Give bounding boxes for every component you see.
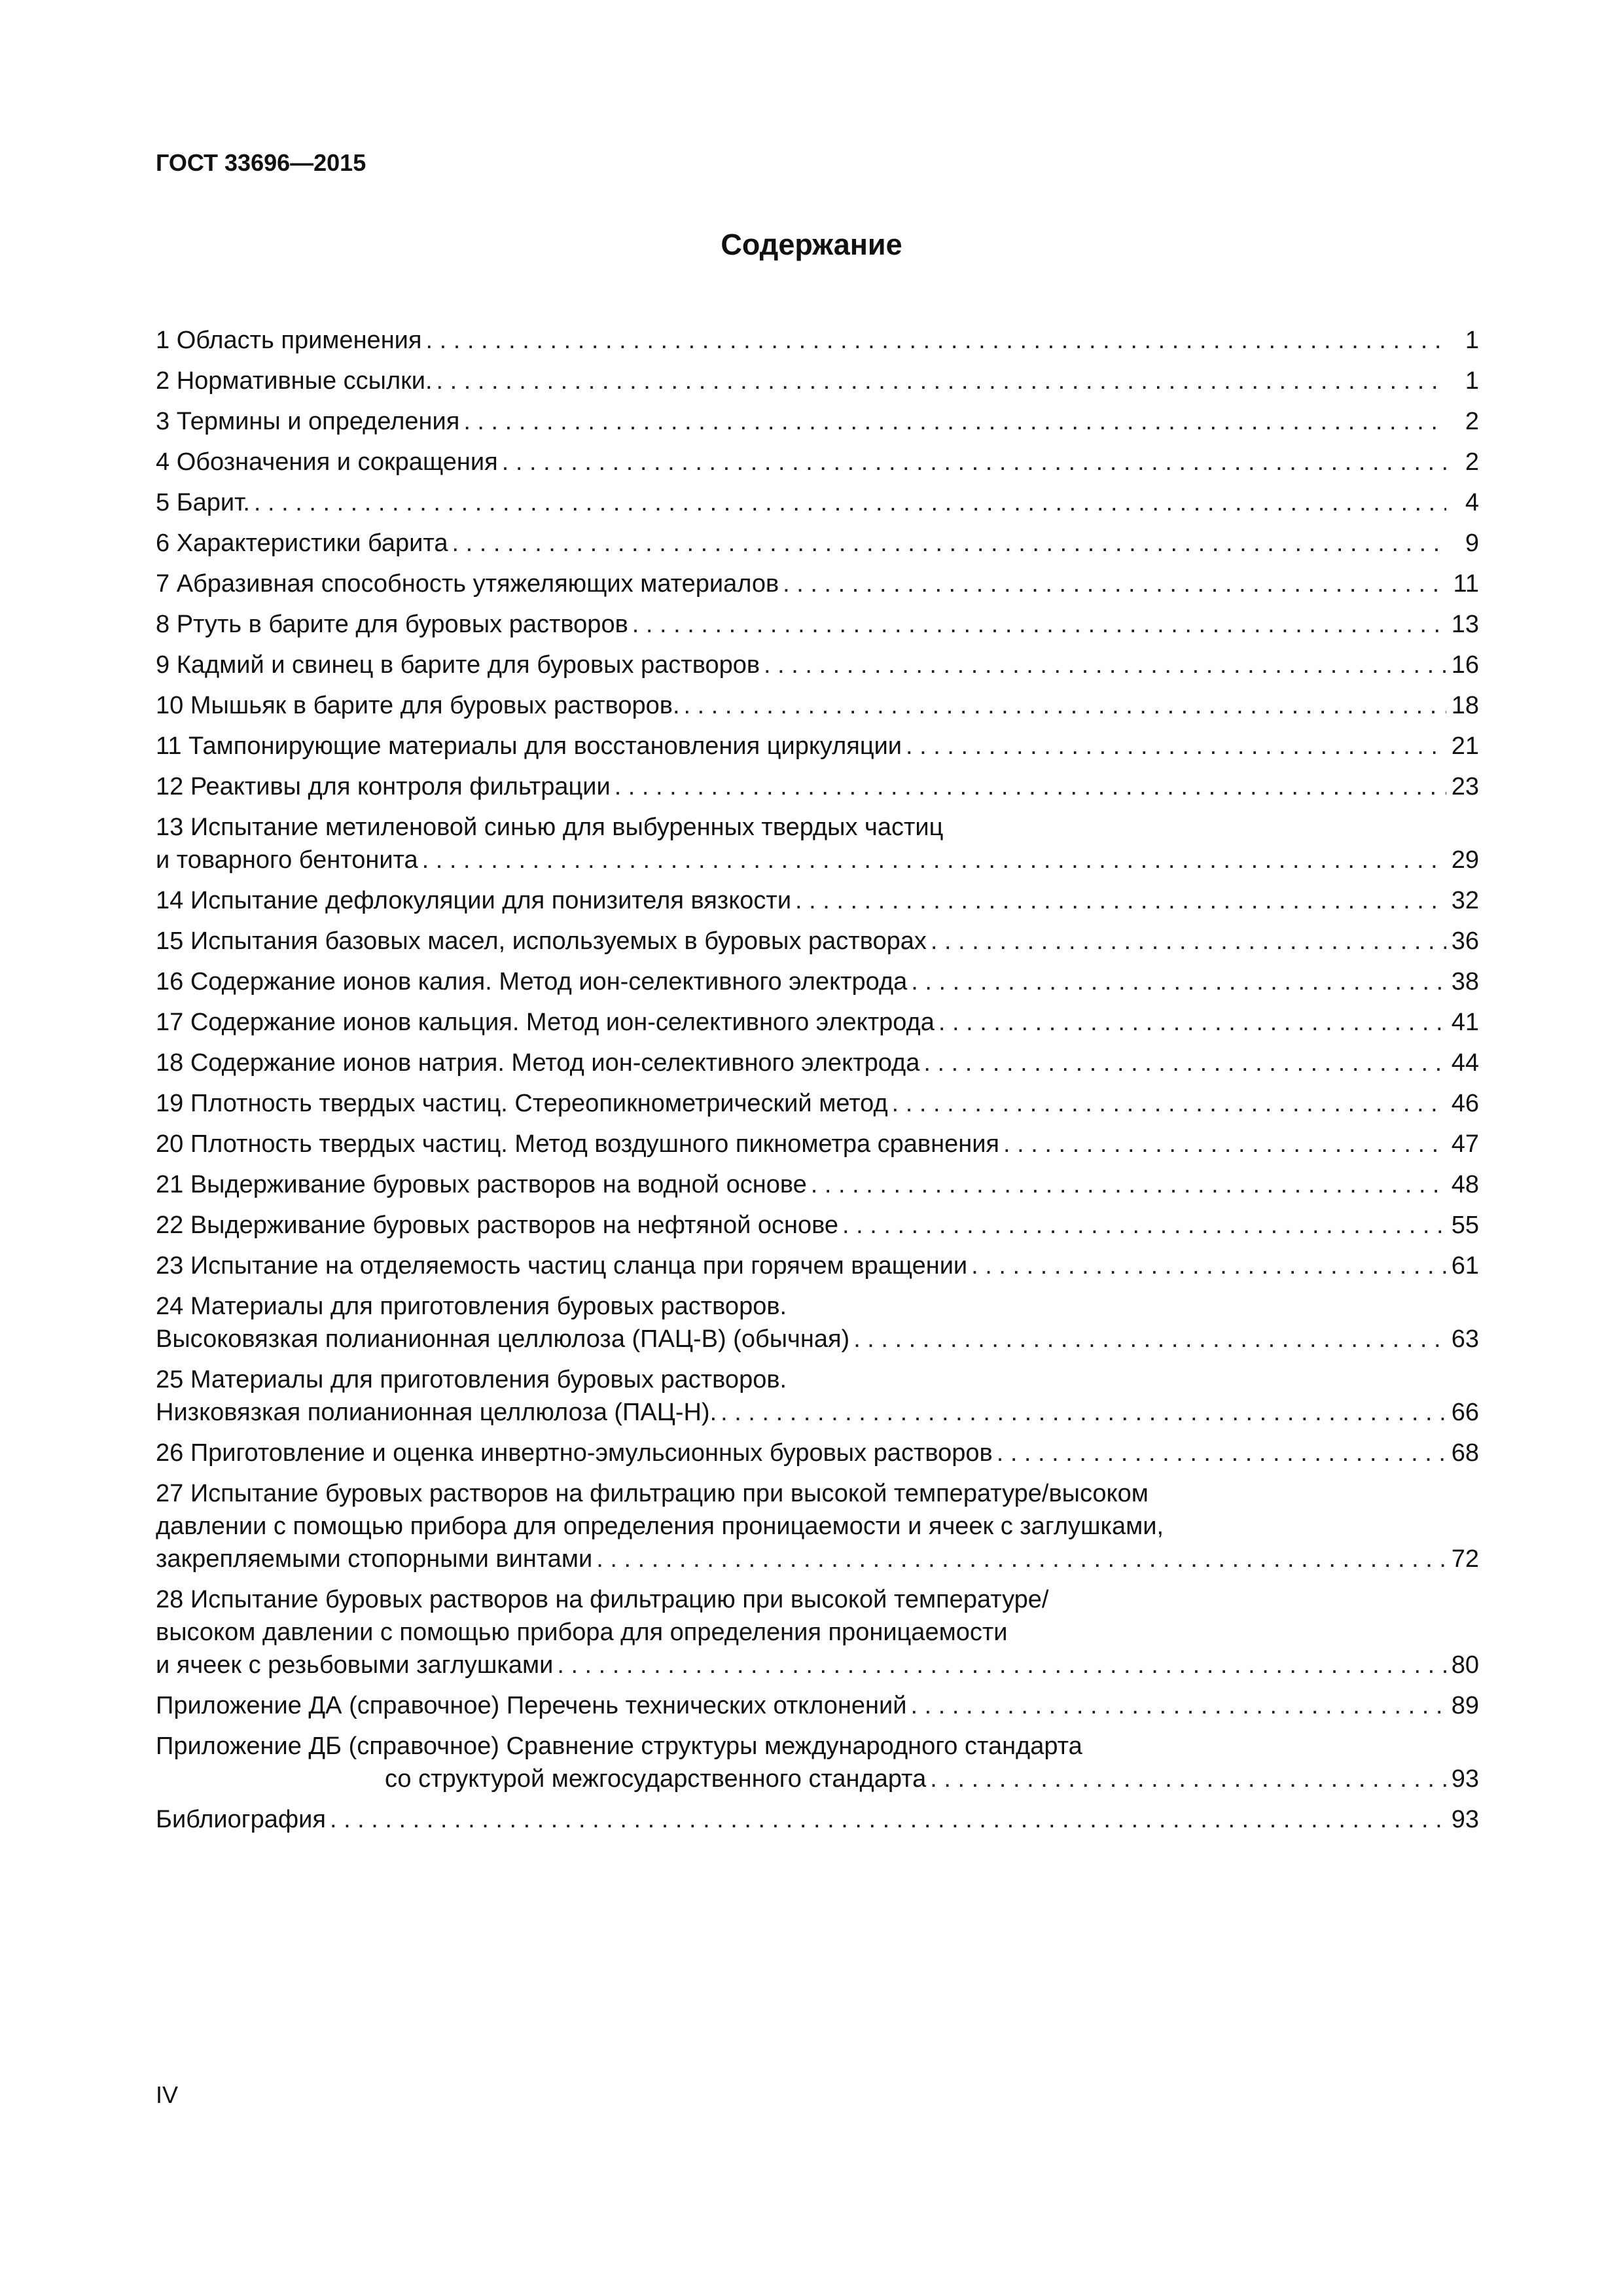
toc-page-number: 36 (1451, 927, 1479, 955)
toc-entry-row (156, 446, 1479, 478)
dot-leader (911, 1689, 1447, 1722)
toc-entry (156, 1047, 1479, 1087)
toc-entry-row (156, 1543, 1479, 1575)
toc-page-number: 93 (1451, 1806, 1479, 1833)
toc-entry (156, 365, 1479, 405)
toc-entry-text: Высоковязкая полианионная целлюлоза (ПАЦ-В) (обычная) (156, 1325, 850, 1353)
toc-entry-text: и товарного бентонита (156, 846, 418, 874)
toc-entry (156, 527, 1479, 567)
dot-leader (842, 1209, 1446, 1242)
dot-leader (721, 1396, 1446, 1429)
toc-entry-row (156, 1006, 1479, 1039)
toc-entry-row (156, 1209, 1479, 1242)
dot-leader (811, 1168, 1446, 1201)
dot-leader (938, 1006, 1446, 1039)
toc-entry (156, 811, 1479, 876)
document-id: ГОСТ 33696—2015 (156, 149, 366, 176)
toc-page-number: 23 (1451, 773, 1479, 800)
toc-page-number: 21 (1451, 732, 1479, 760)
toc-entry-row (156, 1763, 1479, 1795)
toc-page-number: 46 (1451, 1090, 1479, 1117)
toc-entry-text: 1 Область применения (156, 327, 422, 354)
toc-page-number: 66 (1451, 1399, 1479, 1426)
dot-leader (437, 365, 1446, 397)
dot-leader (684, 689, 1446, 722)
toc-entry-row (156, 324, 1479, 357)
toc-entry-row (156, 649, 1479, 681)
toc-entry-text: 5 Барит. (156, 489, 250, 516)
toc-entry (156, 925, 1479, 965)
toc-page-number: 4 (1465, 489, 1479, 516)
toc-entry-text: 14 Испытание дефлокуляции для понизителя вязкости (156, 887, 792, 914)
toc-entry (156, 884, 1479, 925)
toc-entry (156, 770, 1479, 811)
dot-leader (330, 1803, 1446, 1836)
toc-entry (156, 1290, 1479, 1355)
dot-leader (596, 1543, 1446, 1575)
dot-leader (615, 770, 1446, 803)
toc-entry-text: 28 Испытание буровых растворов на фильтрацию при высокой температуре/ (156, 1586, 1049, 1613)
toc-entry (156, 1363, 1479, 1429)
toc-entry-text: 8 Ртуть в барите для буровых растворов (156, 611, 628, 638)
toc-entry-row (156, 1047, 1479, 1079)
toc-entry-text: Низковязкая полианионная целлюлоза (ПАЦ-Н). (156, 1399, 717, 1426)
dot-leader (557, 1649, 1446, 1681)
toc-entry (156, 405, 1479, 446)
toc-entry-row (156, 527, 1479, 560)
toc-entry-text: 20 Плотность твердых частиц. Метод воздушного пикнометра сравнения (156, 1130, 1000, 1158)
toc-page-number: 2 (1465, 448, 1479, 476)
toc-page-number: 18 (1451, 692, 1479, 719)
dot-leader (502, 446, 1446, 478)
dot-leader (923, 1047, 1446, 1079)
dot-leader (463, 405, 1446, 438)
toc-entry-text: 24 Материалы для приготовления буровых растворов. (156, 1293, 787, 1320)
toc-page-number: 1 (1465, 367, 1479, 395)
toc-entry-row (156, 1803, 1479, 1836)
toc-entry-text: 11 Тампонирующие материалы для восстановления циркуляции (156, 732, 902, 760)
dot-leader (452, 527, 1447, 560)
toc-entry-row (156, 884, 1479, 917)
dot-leader (931, 925, 1446, 958)
toc-entry (156, 486, 1479, 527)
toc-entry-row (156, 1323, 1479, 1355)
dot-leader (997, 1437, 1446, 1469)
toc-page-number: 13 (1451, 611, 1479, 638)
toc-entry (156, 446, 1479, 486)
page-title: Содержание (721, 228, 902, 261)
toc-entry (156, 689, 1479, 730)
toc-entry-row (156, 844, 1479, 876)
toc-entry-text: 10 Мышьяк в барите для буровых растворов. (156, 692, 680, 719)
toc-entry-text: 7 Абразивная способность утяжеляющих материалов (156, 570, 779, 598)
dot-leader (1003, 1128, 1446, 1160)
toc-entry-row (156, 1128, 1479, 1160)
toc-entry-row (156, 730, 1479, 762)
toc-entry (156, 1730, 1479, 1795)
toc-page-number: 48 (1451, 1171, 1479, 1198)
toc-entry (156, 1437, 1479, 1477)
toc-entry-row (156, 365, 1479, 397)
table-of-contents (156, 324, 1479, 1844)
toc-entry (156, 1583, 1479, 1681)
dot-leader (422, 844, 1446, 876)
toc-entry (156, 1803, 1479, 1844)
dot-leader (853, 1323, 1446, 1355)
toc-entry (156, 608, 1479, 649)
dot-leader (254, 486, 1446, 519)
dot-leader (783, 567, 1446, 600)
toc-page-number: 38 (1451, 968, 1479, 996)
toc-entry-row (156, 1249, 1479, 1282)
toc-entry-row (156, 925, 1479, 958)
toc-page-number: 9 (1465, 529, 1479, 557)
toc-entry (156, 567, 1479, 608)
toc-entry (156, 1168, 1479, 1209)
toc-entry-row (156, 1689, 1479, 1722)
toc-entry-row (156, 770, 1479, 803)
toc-entry-text: 16 Содержание ионов калия. Метод ион-селективного электрода (156, 968, 908, 996)
dot-leader (971, 1249, 1446, 1282)
toc-entry-text: 15 Испытания базовых масел, используемых в буровых растворах (156, 927, 927, 955)
toc-entry-text: 27 Испытание буровых растворов на фильтрацию при высокой температуре/высоком (156, 1480, 1149, 1507)
toc-entry-text: давлении с помощью прибора для определения проницаемости и ячеек с заглушками, (156, 1513, 1164, 1540)
page-number: IV (156, 2081, 179, 2108)
toc-entry (156, 1249, 1479, 1290)
toc-entry-row (156, 1168, 1479, 1201)
toc-page-number: 61 (1451, 1252, 1479, 1280)
toc-page-number: 63 (1451, 1325, 1479, 1353)
toc-entry-text: 6 Характеристики барита (156, 529, 448, 557)
toc-entry-row (156, 689, 1479, 722)
dot-leader (911, 965, 1446, 998)
toc-entry-text: высоком давлении с помощью прибора для определения проницаемости (156, 1619, 1008, 1646)
toc-entry (156, 324, 1479, 365)
dot-leader (930, 1763, 1446, 1795)
dot-leader (425, 324, 1446, 357)
toc-page-number: 72 (1451, 1545, 1479, 1573)
toc-entry-text: 13 Испытание метиленовой синью для выбуренных твердых частиц (156, 814, 944, 841)
toc-entry-text: 12 Реактивы для контроля фильтрации (156, 773, 611, 800)
toc-entry-text: Приложение ДА (справочное) Перечень технических отклонений (156, 1692, 907, 1719)
dot-leader (892, 1087, 1446, 1120)
toc-entry (156, 1087, 1479, 1128)
toc-entry-text: 19 Плотность твердых частиц. Стереопикнометрический метод (156, 1090, 888, 1117)
toc-entry-text: 25 Материалы для приготовления буровых растворов. (156, 1366, 787, 1393)
toc-page-number: 55 (1451, 1211, 1479, 1239)
toc-entry-text: 18 Содержание ионов натрия. Метод ион-селективного электрода (156, 1049, 920, 1077)
toc-entry (156, 730, 1479, 770)
toc-entry-row (156, 567, 1479, 600)
toc-page-number: 44 (1451, 1049, 1479, 1077)
toc-entry-row (156, 1087, 1479, 1120)
toc-page-number: 89 (1451, 1692, 1479, 1719)
toc-page-number: 68 (1451, 1439, 1479, 1467)
toc-entry (156, 1006, 1479, 1047)
toc-entry (156, 1209, 1479, 1249)
toc-entry (156, 1689, 1479, 1730)
toc-entry-text: Приложение ДБ (справочное) Сравнение структуры международного стандарта (156, 1732, 1082, 1760)
toc-entry-row (156, 608, 1479, 641)
toc-entry-text: Библиография (156, 1806, 326, 1833)
dot-leader (906, 730, 1446, 762)
toc-entry-text: 4 Обозначения и сокращения (156, 448, 498, 476)
toc-entry-text: и ячеек с резьбовыми заглушками (156, 1651, 554, 1679)
toc-page-number: 16 (1451, 651, 1479, 679)
dot-leader (795, 884, 1446, 917)
toc-page-number: 32 (1451, 887, 1479, 914)
toc-page-number: 1 (1465, 327, 1479, 354)
toc-entry-text: 3 Термины и определения (156, 408, 460, 435)
toc-entry (156, 1128, 1479, 1168)
toc-entry-text: 21 Выдерживание буровых растворов на водной основе (156, 1171, 807, 1198)
dot-leader (764, 649, 1446, 681)
toc-entry-row (156, 486, 1479, 519)
toc-entry-text: 2 Нормативные ссылки. (156, 367, 433, 395)
toc-page-number: 47 (1451, 1130, 1479, 1158)
toc-entry-text: 22 Выдерживание буровых растворов на нефтяной основе (156, 1211, 839, 1239)
toc-entry-row (156, 965, 1479, 998)
toc-entry (156, 1477, 1479, 1575)
toc-entry-row (156, 1649, 1479, 1681)
toc-entry-text: закрепляемыми стопорными винтами (156, 1545, 593, 1573)
toc-entry-text: 17 Содержание ионов кальция. Метод ион-селективного электрода (156, 1009, 935, 1036)
toc-page-number: 41 (1451, 1009, 1479, 1036)
toc-entry-text: 9 Кадмий и свинец в барите для буровых растворов (156, 651, 760, 679)
toc-page-number: 93 (1451, 1765, 1479, 1793)
toc-entry-row (156, 405, 1479, 438)
dot-leader (632, 608, 1446, 641)
toc-entry-text: 26 Приготовление и оценка инвертно-эмульсионных буровых растворов (156, 1439, 993, 1467)
toc-page-number: 29 (1451, 846, 1479, 874)
toc-entry (156, 649, 1479, 689)
toc-entry-text: со структурой межгосударственного стандарта (385, 1765, 927, 1793)
toc-entry (156, 965, 1479, 1006)
toc-entry-text: 23 Испытание на отделяемость частиц сланца при горячем вращении (156, 1252, 968, 1280)
toc-page-number: 80 (1451, 1651, 1479, 1679)
toc-entry-row (156, 1437, 1479, 1469)
toc-entry-row (156, 1396, 1479, 1429)
toc-page-number: 11 (1453, 570, 1479, 598)
toc-page-number: 2 (1465, 408, 1479, 435)
